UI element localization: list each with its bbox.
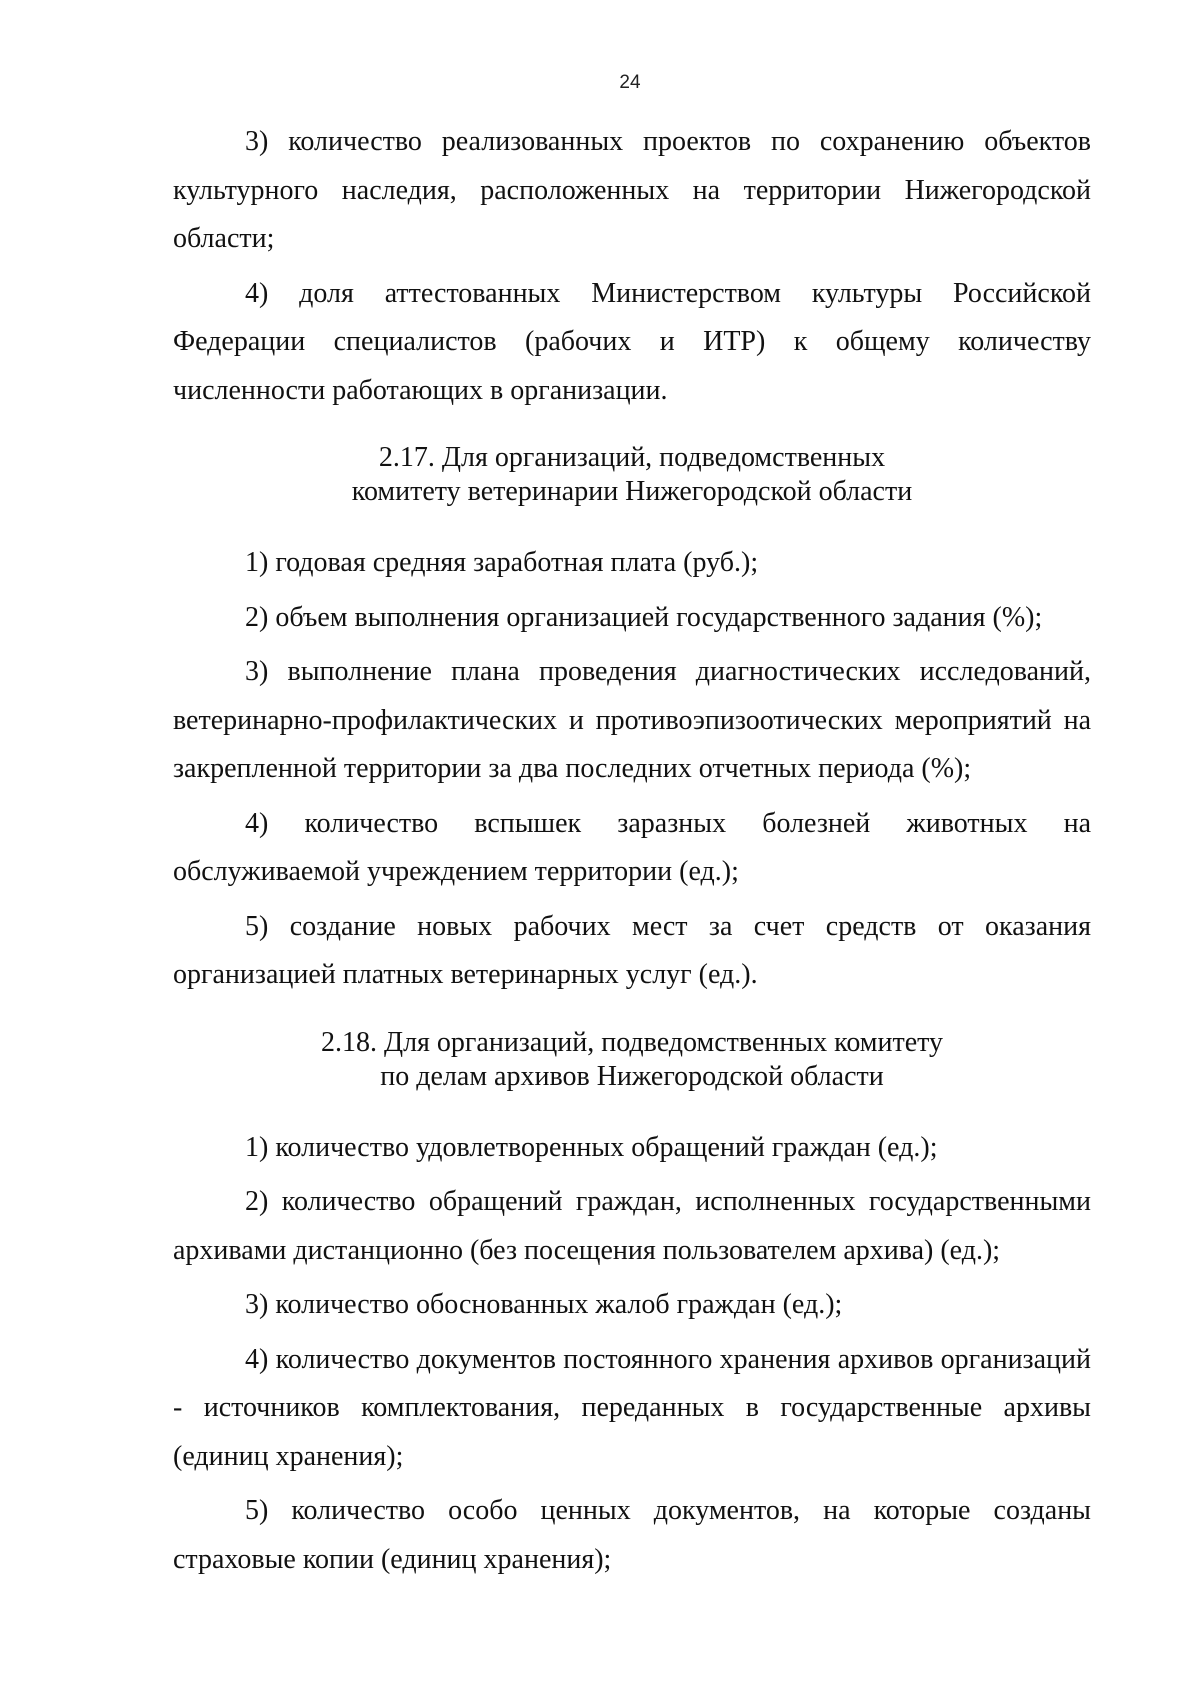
list-item: 3) количество обоснованных жалоб граждан (ед.); <box>245 1289 843 1320</box>
list-item: 1) количество удовлетворенных обращений граждан (ед.); <box>245 1131 938 1163</box>
paragraph-item-3-cultural-heritage: 3) количество реализованных проектов по сохранению объектов культурного наследия, расположенных на территории Нижегородской области; <box>173 126 1091 254</box>
section-heading-2-17-line-2: комитету ветеринарии Нижегородской области <box>351 476 913 507</box>
section-heading-2-17-line-1: 2.17. Для организаций, подведомственных <box>378 442 886 473</box>
section-heading-2-17 <box>173 441 1091 509</box>
section-heading-2-18-line-2: по делам архивов Нижегородской области <box>380 1060 884 1092</box>
list-item: 3) выполнение плана проведения диагностических исследований, ветеринарно-профилактических и противоэпизоотических мероприятий на закрепленной территории за два последних отчетных периода (%); <box>173 656 1091 784</box>
list-item: 4) количество вспышек заразных болезней животных на обслуживаемой учреждением территории (ед.); <box>173 807 1091 887</box>
list-item: 2) объем выполнения организацией государственного задания (%); <box>245 601 1043 633</box>
section-heading-2-18-line-1: 2.18. Для организаций, подведомственных комитету <box>320 1026 944 1058</box>
list-item: 1) годовая средняя заработная плата (руб.); <box>245 547 759 578</box>
list-item: 5) создание новых рабочих мест за счет средств от оказания организацией платных ветеринарных услуг (ед.). <box>173 910 1091 990</box>
page-number: 24 <box>619 72 641 93</box>
section-heading-2-18 <box>173 1026 1091 1094</box>
list-item: 5) количество особо ценных документов, на которые созданы страховые копии (единиц хранения); <box>173 1495 1091 1575</box>
page-content <box>173 118 1091 1590</box>
list-item: 2) количество обращений граждан, исполненных государственными архивами дистанционно (без посещения пользователем архива) (ед.); <box>173 1186 1091 1266</box>
list-item: 4) количество документов постоянного хранения архивов организаций - источников комплектования, переданных в государственные архивы (единиц хранения); <box>173 1343 1091 1472</box>
paragraph-item-4-certified-specialists: 4) доля аттестованных Министерством культуры Российской Федерации специалистов (рабочих и ИТР) к общему количеству численности работающих в организации. <box>173 277 1091 406</box>
